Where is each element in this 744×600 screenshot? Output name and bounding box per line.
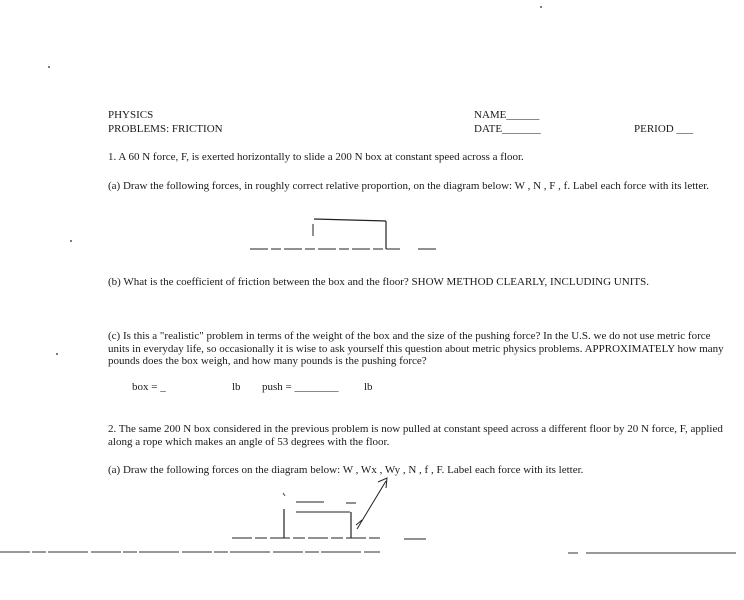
period-blank: ___ <box>676 123 693 135</box>
push-unit: lb <box>364 381 373 393</box>
problem1-part-b: (b) What is the coefficient of friction between the box and the floor? SHOW METHOD CLEARLY, INCLUDING UNITS. <box>108 276 649 288</box>
box-label: box = <box>132 381 158 393</box>
period-label: PERIOD <box>634 123 674 135</box>
problem1-part-c: (c) Is this a "realistic" problem in terms of the weight of the box and the size of the pushing force? In the U.S. we do not use metric force units in everyday life, so occasionally it is wise to ask yourself this question about metric physics problems. APPROXIMATELY how many pounds does the box weigh, and how many pounds is the pushing force? <box>108 330 724 367</box>
topic-heading: PROBLEMS: FRICTION <box>108 123 223 135</box>
problem1-statement: 1. A 60 N force, F, is exerted horizontally to slide a 200 N box at constant speed across a floor. <box>108 151 524 163</box>
name-label: NAME <box>474 109 507 121</box>
name-blank: ______ <box>506 109 540 121</box>
subject-heading: PHYSICS <box>108 109 154 121</box>
date-blank: _______ <box>502 123 541 135</box>
date-label: DATE <box>474 123 503 135</box>
push-label: push = <box>262 381 292 393</box>
problem1-part-a: (a) Draw the following forces, in roughly correct relative proportion, on the diagram below: W , N , F , f. Label each force with its letter. <box>108 180 710 192</box>
box-blank: _ <box>160 381 166 393</box>
problem2-statement: 2. The same 200 N box considered in the previous problem is now pulled at constant speed across a different floor by 20 N force, F, applied along a rope which makes an angle of 53 degrees with the floor. <box>108 423 723 448</box>
push-blank: ________ <box>294 381 339 393</box>
box-unit: lb <box>232 381 241 393</box>
problem2-part-a: (a) Draw the following forces on the diagram below: W , Wx , Wy , N , f , F. Label each force with its letter. <box>108 464 584 476</box>
